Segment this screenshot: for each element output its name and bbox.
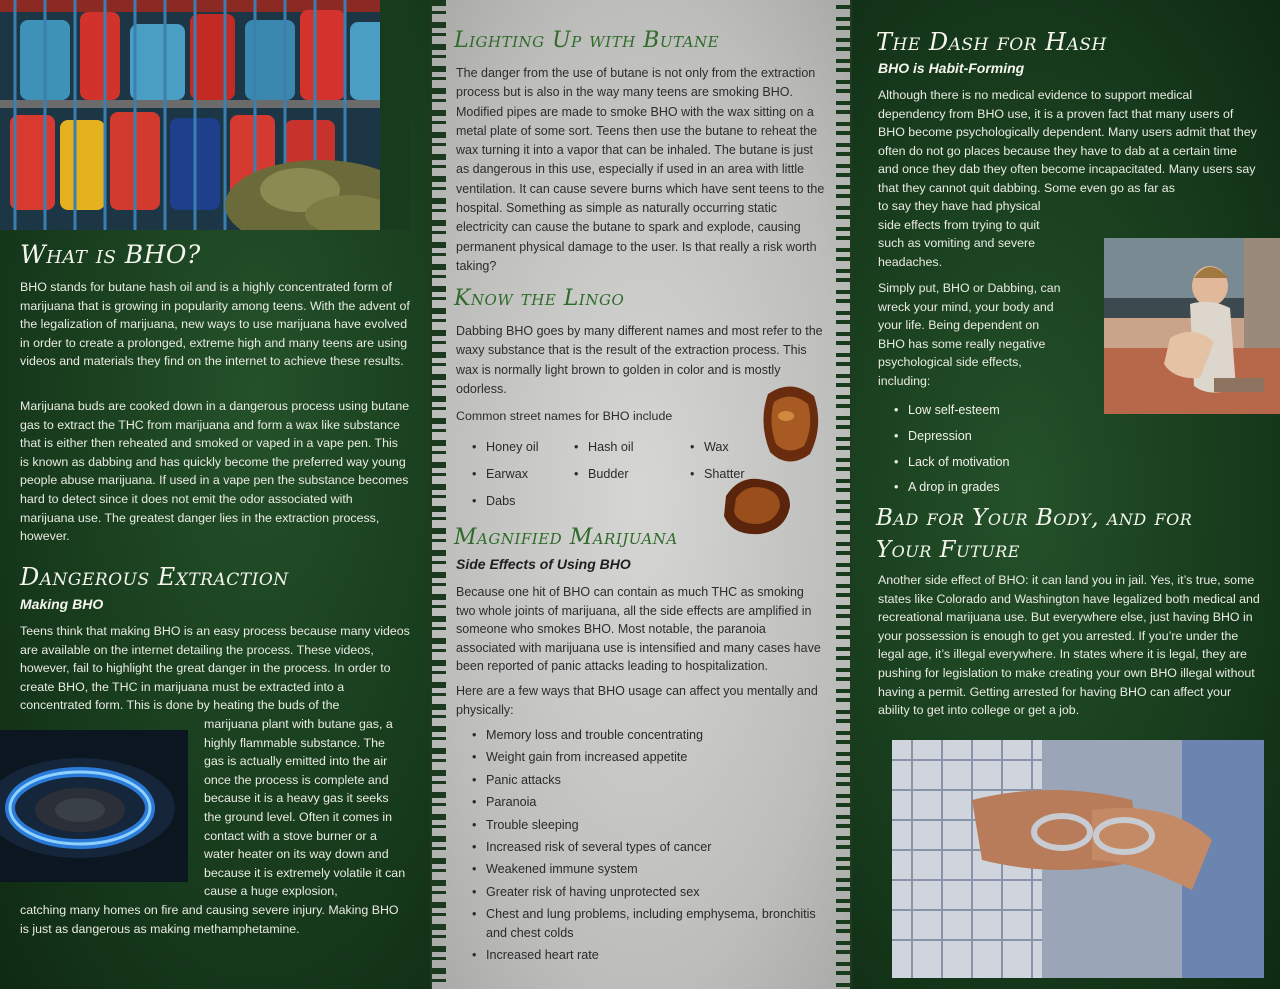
street-name: • Wax	[690, 434, 745, 461]
street-names-intro: Common street names for BHO include	[456, 409, 673, 423]
side-effect-item: • Memory loss and trouble concentrating	[472, 726, 830, 744]
street-name: • Dabs	[472, 488, 539, 515]
magnified-paragraph-2: Here are a few ways that BHO usage can affect you mentally and physically:	[456, 684, 818, 717]
lighting-up-heading: Lighting Up with Butane	[454, 28, 720, 53]
dash-paragraph-1b: to say they have had physical side effects from trying to quit such as vomiting and severe headaches.	[878, 199, 1041, 269]
side-effect-item: • Weight gain from increased appetite	[472, 748, 830, 766]
side-effects-list	[472, 726, 830, 964]
side-effect-item: • Increased heart rate	[472, 946, 830, 964]
middle-panel	[432, 0, 850, 989]
side-effect-item: • Trouble sleeping	[472, 816, 830, 834]
magnified-marijuana-heading: Magnified Marijuana	[454, 525, 678, 550]
dangerous-extraction-paragraph-1: Teens think that making BHO is an easy process because many videos are available on the internet detailing the process. These videos, however, fail to highlight the great danger in the process. In order to create BHO, the THC in marijuana must be extracted into a concentrated form. This is done by heating the buds of the	[20, 624, 410, 713]
habit-forming-subheading: BHO is Habit-Forming	[878, 60, 1025, 76]
side-effect-item: • Greater risk of having unprotected sex	[472, 883, 830, 901]
bho-wax-photo-2	[720, 472, 794, 538]
side-effect-item: • Paranoia	[472, 793, 830, 811]
handcuffs-photo	[892, 740, 1264, 978]
street-name: • Budder	[574, 461, 634, 488]
dangerous-extraction-paragraph-2: marijuana plant with butane gas, a highly flammable substance. The gas is actually emitted into the air once the process is complete and because it is a heavy gas it seeks the ground level. Often it comes in contact with a stove burner or a water heater on its way down and because it is extremely volatile it can cause a huge explosion,	[204, 717, 406, 899]
what-is-bho-paragraph-1: BHO stands for butane hash oil and is a highly concentrated form of marijuana that is growing in popularity among teens. With the advent of the legalization of marijuana, new ways to use marijuana have evolved in order to create a prolonged, extreme high and many teens are using videos and materials they find on the internet to achieve these results.	[20, 280, 410, 369]
what-is-bho-paragraph-2: Marijuana buds are cooked down in a dangerous process using butane gas to extract the THC from marijuana and form a wax like substance that is either then reheated and smoked or vaped in a vape pen. This is known as dabbing and has quickly become the preferred way young people abuse marijuana. If used in a vape pen the substance becomes hard to detect since it does not emit the odor associated with marijuana use. The greatest danger lies in the extraction process, however.	[20, 399, 410, 544]
bad-for-body-paragraph: Another side effect of BHO: it can land you in jail. Yes, it’s true, some states like Colorado and Washington have legalized both medical and recreational marijuana use. But everywhere else, just having BHO in your possession is enough to get you arrested. If you’re under the legal age, it’s illegal everywhere. In states where it is legal, they are pushing for legislation to make creating your own BHO illegal without having a permit. Getting arrested for having BHO can affect your ability to get into college or get a job.	[878, 573, 1260, 718]
making-bho-subheading: Making BHO	[20, 596, 104, 612]
dash-for-hash-heading: The Dash for Hash	[876, 28, 1107, 56]
know-the-lingo-paragraph: Dabbing BHO goes by many different names and most refer to the waxy substance that is the result of the extraction process. This wax is normally light brown to golden in color and is mostly odorless.	[456, 324, 823, 396]
know-the-lingo-heading: Know the Lingo	[454, 286, 625, 311]
side-effects-subheading: Side Effects of Using BHO	[456, 556, 631, 572]
what-is-bho-heading: What is BHO?	[20, 240, 201, 269]
psychological-effects-list	[894, 398, 1010, 501]
psych-effect-item: • Low self-esteem	[894, 398, 1010, 424]
sad-teen-photo	[1104, 238, 1280, 414]
street-name: • Honey oil	[472, 434, 539, 461]
street-names-column-2	[574, 434, 634, 488]
bad-for-your-body-heading: Bad for Your Body, and for Your Future	[876, 505, 1193, 563]
side-effect-item: • Chest and lung problems, including emphysema, bronchitis and chest colds	[472, 905, 830, 942]
gas-cylinders-photo	[0, 0, 410, 230]
dangerous-extraction-heading: Dangerous Extraction	[20, 563, 289, 591]
left-panel	[0, 0, 430, 989]
street-name: • Earwax	[472, 461, 539, 488]
lighting-up-paragraph: The danger from the use of butane is not only from the extraction process but is also in the way many teens are smoking BHO. Modified pipes are made to smoke BHO with the wax sitting on a metal plate of some sort. Teens then use the butane to reheat the wax turning it into a vapor that can be inhaled. The butane is just as dangerous in this use, especially if used in an area with little ventilation. It can cause severe burns which have sent teens to the hospital. Something as simple as naturally occurring static electricity can cause the butane to spark and explode, causing permanent physical damage to the user. Is that really a risk worth taking?	[456, 66, 825, 273]
dash-paragraph-2: Simply put, BHO or Dabbing, can wreck your mind, your body and your life. Being dependent on BHO has some really negative psychological side effects, including:	[878, 281, 1061, 388]
dangerous-extraction-paragraph-3: catching many homes on fire and causing severe injury. Making BHO is just as dangerous as making methamphetamine.	[20, 903, 399, 936]
street-name: • Shatter	[690, 461, 745, 488]
street-names-column-1	[472, 434, 539, 515]
side-effect-item: • Panic attacks	[472, 771, 830, 789]
magnified-paragraph-1: Because one hit of BHO can contain as much THC as smoking two whole joints of marijuana, all the side effects are amplified in someone who smokes BHO. Most notable, the paranoia associated with marijuana use is intensified and many cases have been reported of panic attacks leading to hospitalization.	[456, 585, 821, 674]
psych-effect-item: • Lack of motivation	[894, 450, 1010, 476]
bho-wax-photo-1	[758, 382, 824, 466]
right-panel	[852, 0, 1280, 989]
gas-burner-flame-photo	[0, 730, 188, 882]
street-name: • Hash oil	[574, 434, 634, 461]
psych-effect-item: • A drop in grades	[894, 475, 1010, 501]
side-effect-item: • Weakened immune system	[472, 860, 830, 878]
side-effect-item: • Increased risk of several types of cancer	[472, 838, 830, 856]
dash-paragraph-1a: Although there is no medical evidence to support medical dependency from BHO use, it is a proven fact that many users of BHO become psychologically dependent. Many users admit that they often do not go places because they have to dab at a certain time and once they dab they often become incapacitated. Many users say that they cannot quit dabbing. Some even go as far as	[878, 88, 1257, 195]
psych-effect-item: • Depression	[894, 424, 1010, 450]
